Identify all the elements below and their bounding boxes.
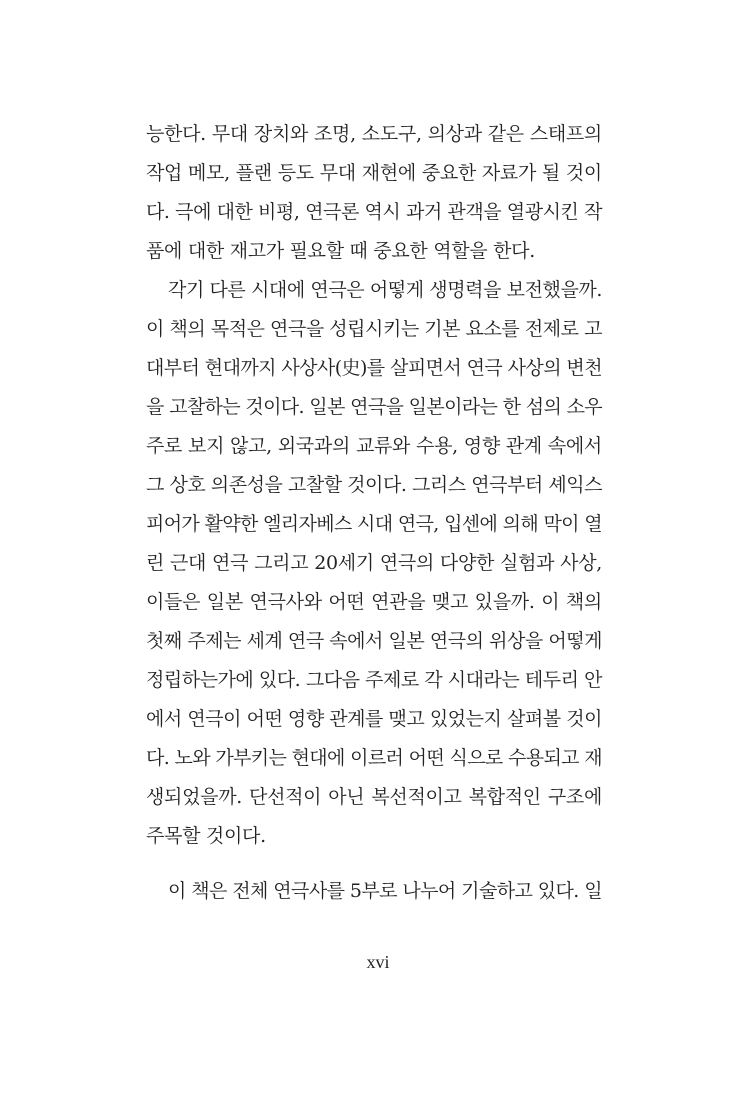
text-line: 피어가 활약한 엘리자베스 시대 연극, 입센에 의해 막이 열 (146, 513, 602, 535)
page-number: xvi (366, 952, 390, 972)
text-line: 첫째 주제는 세계 연극 속에서 일본 연극의 위상을 어떻게 (146, 630, 602, 652)
text-line: 주목할 것이다. (146, 825, 266, 847)
text-line: 작업 메모, 플랜 등도 무대 재현에 중요한 자료가 될 것이 (146, 162, 602, 184)
text-line: 능한다. 무대 장치와 조명, 소도구, 의상과 같은 스태프의 (146, 123, 602, 145)
text-line: 다. 노와 가부키는 현대에 이르러 어떤 식으로 수용되고 재 (146, 747, 602, 769)
text-line: 을 고찰하는 것이다. 일본 연극을 일본이라는 한 섬의 소우 (146, 396, 602, 418)
text-line: 이들은 일본 연극사와 어떤 연관을 맺고 있을까. 이 책의 (146, 591, 602, 613)
text-line: 생되었을까. 단선적이 아닌 복선적이고 복합적인 구조에 (146, 786, 602, 808)
text-line: 품에 대한 재고가 필요할 때 중요한 역할을 한다. (146, 240, 535, 262)
paragraph-first-line: 각기 다른 시대에 연극은 어떻게 생명력을 보전했을까. (168, 279, 602, 301)
text-line: 그 상호 의존성을 고찰할 것이다. 그리스 연극부터 셰익스 (146, 474, 602, 496)
text-line: 린 근대 연극 그리고 20세기 연극의 다양한 실험과 사상, (146, 552, 602, 574)
text-line: 대부터 현대까지 사상사(史)를 살피면서 연극 사상의 변천 (146, 357, 602, 379)
paragraph-first-line: 이 책은 전체 연극사를 5부로 나누어 기술하고 있다. 일 (168, 880, 602, 902)
text-line: 다. 극에 대한 비평, 연극론 역시 과거 관객을 열광시킨 작 (146, 201, 602, 223)
text-line: 에서 연극이 어떤 영향 관계를 맺고 있었는지 살펴볼 것이 (146, 708, 602, 730)
text-line: 정립하는가에 있다. 그다음 주제로 각 시대라는 테두리 안 (146, 669, 602, 691)
text-line: 주로 보지 않고, 외국과의 교류와 수용, 영향 관계 속에서 (146, 435, 602, 457)
text-line: 이 책의 목적은 연극을 성립시키는 기본 요소를 전제로 고 (146, 318, 602, 340)
